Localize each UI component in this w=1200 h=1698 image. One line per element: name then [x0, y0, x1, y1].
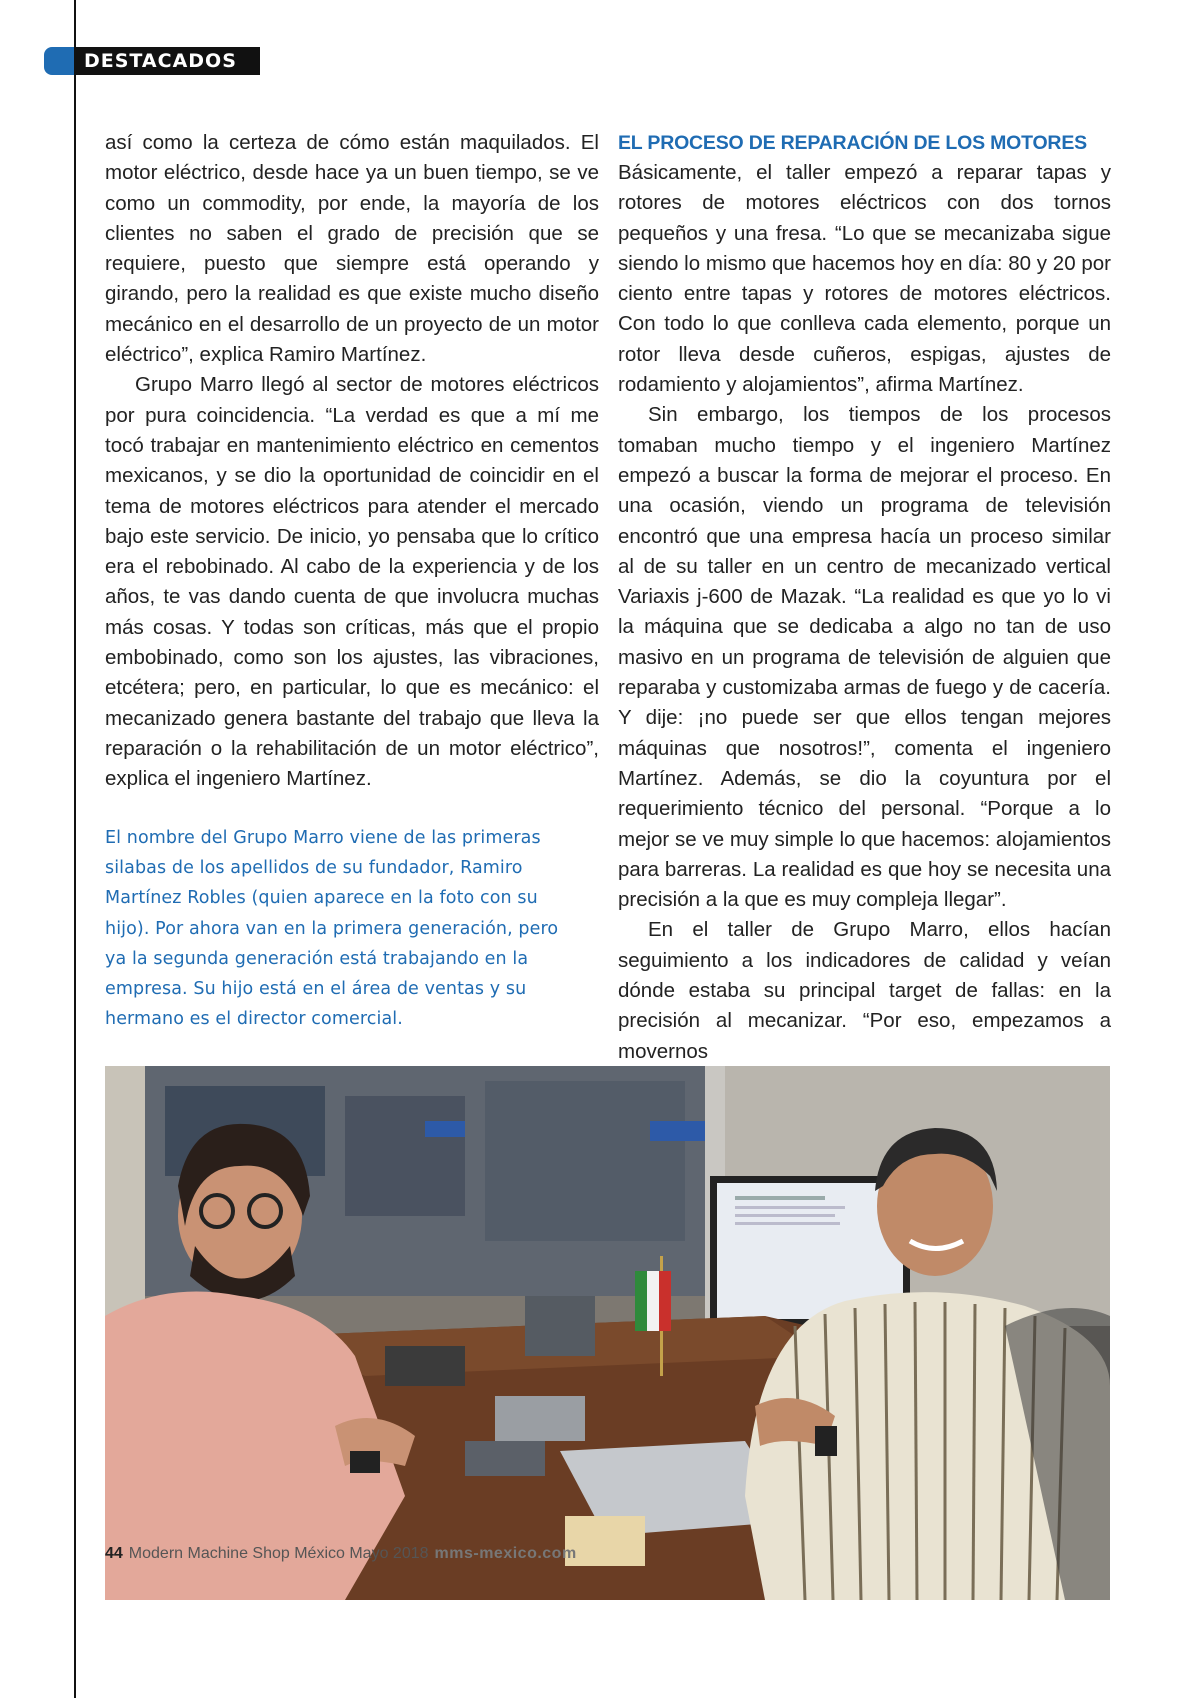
- right-paragraph-2: Sin embargo, los tiempos de los procesos tomaban mucho tiempo y el ingeniero Martínez empezó a buscar la forma de mejorar el proceso. En una ocasión, viendo un programa de televisión encontró que una empresa hacía un proceso similar al de su taller en un centro de mecanizado vertical Variaxis j-600 de Mazak. “La realidad es que yo lo vi la máquina que se dedicaba a algo no tan de uso masivo en un programa de televisión de alguien que reparaba y customizaba armas de fuego y de cacería. Y dije: ¡no puede ser que ellos tengan mejores máquinas que nosotros!”, comenta el ingeniero Martínez. Además, se dio la coyuntura por el requerimiento técnico del personal. “Porque a lo mejor se ve muy simple lo que hacemos: alojamientos para barreras. La realidad es que hoy se necesita una precisión a la que es muy compleja llegar”.: [618, 403, 1111, 912]
- website-link[interactable]: mms-mexico.com: [434, 1545, 577, 1562]
- publication-info: Modern Machine Shop México Mayo 2018: [128, 1545, 429, 1562]
- section-heading: EL PROCESO DE REPARACIÓN DE LOS MOTORES: [618, 132, 1087, 154]
- page-footer: [105, 1545, 577, 1563]
- page-margin-rule: [74, 0, 76, 1698]
- right-paragraph-3: En el taller de Grupo Marro, ellos hacían seguimiento a los indicadores de calidad y veían dónde estaba su principal target de fallas: en la precisión al mecanizar. “Por eso, empezamos a movernos: [618, 918, 1111, 1063]
- right-column: [618, 128, 1111, 1067]
- page-number: 44: [105, 1545, 123, 1562]
- left-paragraph-1: así como la certeza de cómo están maquilados. El motor eléctrico, desde hace ya un buen tiempo, se ve como un commodity, por ende, la mayoría de los clientes no saben el grado de precisión que se requiere, puesto que siempre está operando y girando, pero la realidad es que existe mucho diseño mecánico en el desarrollo de un proyecto de un motor eléctrico”, explica Ramiro Martínez.: [105, 131, 599, 367]
- left-paragraph-2: Grupo Marro llegó al sector de motores eléctricos por pura coincidencia. “La verdad es que a mí me tocó trabajar en mantenimiento eléctrico en cementos mexicanos, y se dio la oportunidad de coincidir en el tema de motores eléctricos para atender el mercado bajo este servicio. De inicio, yo pensaba que lo crítico era el rebobinado. Al cabo de la experiencia y de los años, te vas dando cuenta de que involucra muchas más cosas. Y todas son críticas, más que el propio embobinado, como son los ajustes, las vibraciones, etcétera; pero, en particular, lo que es mecánico: el mecanizado genera bastante del trabajo que lleva la reparación o la rehabilitación de un motor eléctrico”, explica el ingeniero Martínez.: [105, 373, 599, 791]
- photo-caption: El nombre del Grupo Marro viene de las primeras silabas de los apellidos de su fundador, Ramiro Martínez Robles (quien aparece en la foto con su hijo). Por ahora van en la primera generación, pero ya la segunda generación está trabajando en la empresa. Su hijo está en el área de ventas y su hermano es el director comercial.: [105, 828, 559, 1030]
- office-photo: [105, 1066, 1110, 1600]
- section-tag: [44, 47, 260, 75]
- section-tag-label: DESTACADOS: [74, 47, 260, 75]
- left-column: [105, 128, 599, 795]
- right-paragraph-1: Básicamente, el taller empezó a reparar tapas y rotores de motores eléctricos con dos tornos pequeños y una fresa. “Lo que se mecanizaba sigue siendo lo mismo que hacemos hoy en día: 80 y 20 por ciento entre tapas y rotores de motores eléctricos. Con todo lo que conlleva cada elemento, porque un rotor lleva desde cuñeros, espigas, ajustes de rodamiento y alojamientos”, afirma Martínez.: [618, 161, 1111, 397]
- office-photo-illustration: [105, 1066, 1110, 1600]
- section-tag-tab: [44, 47, 74, 75]
